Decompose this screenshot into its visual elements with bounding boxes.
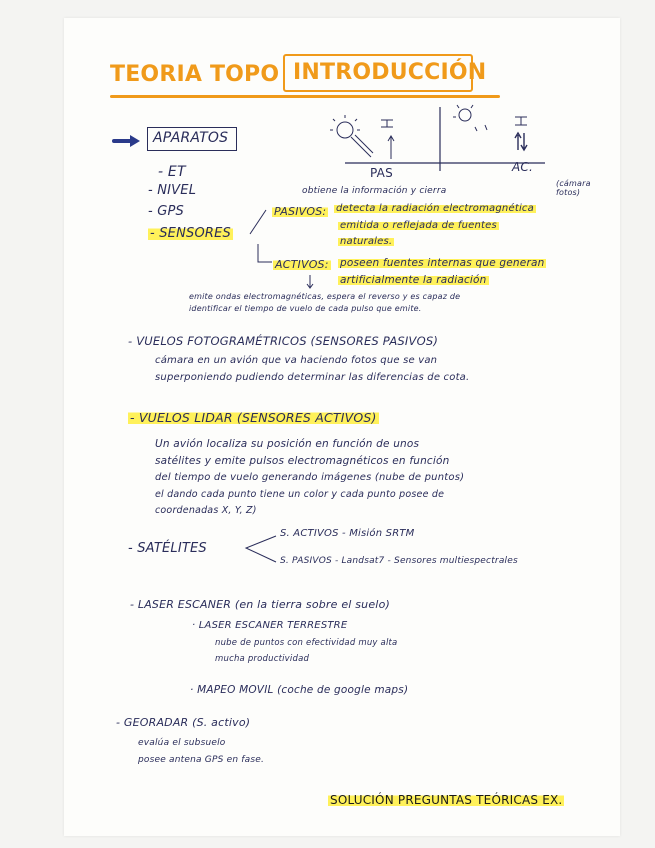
diagram-label-ac: AC. — [512, 160, 534, 174]
vuelos-lidar-line-4: el dando cada punto tiene un color y cada punto posee de — [155, 489, 445, 500]
vuelos-fotogrametricos-heading: - VUELOS FOTOGRAMÉTRICOS (SENSORES PASIVOS) — [128, 334, 439, 348]
mapeo-movil: · MAPEO MOVIL (coche de google maps) — [190, 684, 409, 696]
satelites-heading: - SATÉLITES — [128, 541, 207, 556]
vuelos-lidar-heading — [128, 410, 379, 425]
satelites-pasivos: S. PASIVOS - Landsat7 - Sensores multiespectrales — [280, 556, 518, 566]
arrow-right-icon — [112, 134, 142, 148]
pasivos-label — [272, 205, 328, 218]
pasivos-note-camara: (cámara fotos) — [556, 179, 591, 197]
vuelos-lidar-heading-text: - VUELOS LIDAR (SENSORES ACTIVOS) — [130, 410, 377, 425]
pasivos-text-2-hl: emitida o reflejada de fuentes — [340, 220, 497, 231]
vuelos-lidar-line-5: coordenadas X, Y, Z) — [155, 505, 257, 516]
item-et: - ET — [158, 164, 186, 180]
title-boxed: INTRODUCCIÓN — [293, 60, 487, 85]
laser-escaner-terrestre: · LASER ESCANER TERRESTRE — [192, 620, 348, 631]
pasivos-text-1 — [334, 203, 536, 214]
pasivos-text-3-hl: naturales. — [340, 236, 393, 247]
activos-text-1 — [338, 257, 546, 269]
activos-label — [273, 258, 331, 271]
item-nivel: - NIVEL — [148, 183, 197, 198]
down-arrow-icon — [305, 274, 315, 290]
georadar-line-2: posee antena GPS en fase. — [138, 755, 265, 765]
pasivos-note-top: obtiene la información y cierra — [302, 186, 447, 196]
georadar-heading: - GEORADAR (S. activo) — [116, 716, 251, 729]
pasivos-text-1-hl: detecta la radiación electromagnética — [336, 203, 534, 214]
pasivos-label-text: PASIVOS: — [274, 205, 327, 218]
laser-escaner-terrestre-line-2: mucha productividad — [215, 654, 310, 664]
pasivos-text-2 — [338, 220, 499, 231]
activos-text-2-hl: artificialmente la radiación — [340, 274, 487, 286]
diagram-label-pas: PAS — [370, 166, 393, 180]
vuelos-lidar-line-1: Un avión localiza su posición en función de unos — [155, 438, 420, 450]
activos-text-2 — [338, 274, 489, 286]
item-sensores — [148, 226, 233, 241]
activos-note-2: identificar el tiempo de vuelo de cada pulso que emite. — [189, 304, 422, 313]
footer-title-text: SOLUCIÓN PREGUNTAS TEÓRICAS EX. — [330, 793, 563, 807]
aparatos-heading: APARATOS — [153, 130, 229, 146]
activos-note-1: emite ondas electromagnéticas, espera el reverso y es capaz de — [189, 292, 461, 301]
vuelos-fotogrametricos-line-2: superponiendo pudiendo determinar las diferencias de cota. — [155, 372, 470, 383]
title-left: TEORIA TOPO — [110, 62, 280, 87]
georadar-line-1: evalúa el subsuelo — [138, 738, 226, 748]
laser-escaner-heading: - LASER ESCANER (en la tierra sobre el suelo) — [130, 598, 390, 611]
satelites-activos: S. ACTIVOS - Misión SRTM — [280, 528, 415, 539]
vuelos-fotogrametricos-line-1: cámara en un avión que va haciendo fotos que se van — [155, 355, 438, 366]
title-underline — [110, 95, 500, 98]
vuelos-lidar-line-3: del tiempo de vuelo generando imágenes (nube de puntos) — [155, 472, 465, 483]
item-sensores-text: - SENSORES — [150, 226, 231, 241]
footer-title — [328, 793, 564, 807]
pasivos-text-3 — [338, 236, 394, 247]
satelites-brace — [240, 530, 280, 570]
item-gps: - GPS — [148, 204, 184, 219]
activos-text-1-hl: poseen fuentes internas que generan — [340, 257, 545, 269]
vuelos-lidar-line-2: satélites y emite pulsos electromagnéticos en función — [155, 455, 450, 467]
activos-label-text: ACTIVOS: — [275, 258, 329, 271]
laser-escaner-terrestre-line-1: nube de puntos con efectividad muy alta — [215, 638, 398, 648]
